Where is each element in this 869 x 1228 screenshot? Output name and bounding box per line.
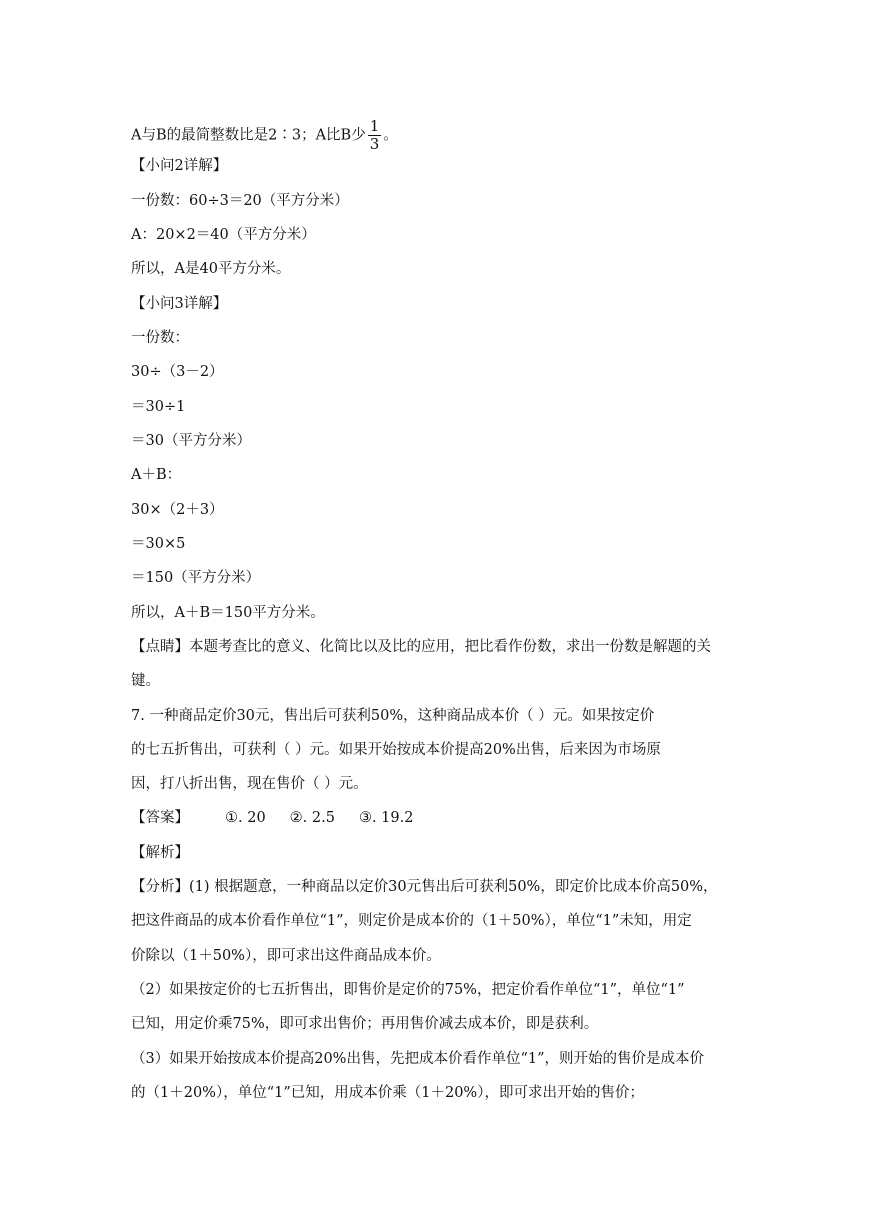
q2-heading: 【小问2详解】 (131, 158, 228, 174)
analysis-line-2: 把这件商品的成本价看作单位“1”，则定价是成本价的（1＋50%），单位“1”未知，用定 (131, 913, 692, 929)
ratio-end: 。 (383, 127, 398, 144)
q3-line-9: 所以，A＋B＝150平方分米。 (131, 605, 325, 621)
answer-line (131, 808, 437, 828)
q3-line-3: ＝30÷1 (131, 399, 186, 415)
analysis-line-7: 的（1＋20%），单位“1”已知，用成本价乘（1＋20%），即可求出开始的售价； (131, 1085, 644, 1101)
problem-7-line-1: 7. 一种商品定价30元，售出后可获利50%，这种商品成本价（ ）元。如果按定价 (131, 708, 655, 724)
answer-label: 【答案】 (131, 810, 189, 826)
analysis-line-3: 价除以（1＋50%），即可求出这件商品成本价。 (131, 948, 441, 964)
answer-2: ②. 2.5 (289, 810, 335, 826)
q3-line-2: 30÷（3－2） (131, 364, 224, 380)
jiexi-heading: 【解析】 (131, 845, 189, 861)
answer-values (225, 808, 437, 828)
analysis-line-5: 已知，用定价乘75%，即可求出售价；再用售价减去成本价，即是获利。 (131, 1016, 599, 1032)
dianjing-line-1: 【点睛】本题考查比的意义、化简比以及比的应用，把比看作份数，求出一份数是解题的关 (131, 639, 711, 655)
fraction-one-third (368, 118, 382, 153)
ratio-conclusion-line (131, 118, 398, 153)
q3-heading: 【小问3详解】 (131, 296, 228, 312)
analysis-line-4: （2）如果按定价的七五折售出，即售价是定价的75%，把定价看作单位“1”，单位“1” (131, 982, 685, 998)
dianjing-line-2: 键。 (131, 673, 160, 689)
problem-7-line-2: 的七五折售出，可获利（ ）元。如果开始按成本价提高20%出售，后来因为市场原 (131, 742, 661, 758)
q2-line-3: 所以，A是40平方分米。 (131, 261, 291, 277)
analysis-line-1: 【分析】(1) 根据题意，一种商品以定价30元售出后可获利50%，即定价比成本价高50%， (131, 879, 718, 895)
q3-line-7: ＝30×5 (131, 536, 186, 552)
analysis-line-6: （3）如果开始按成本价提高20%出售，先把成本价看作单位“1”，则开始的售价是成本价 (131, 1051, 705, 1067)
q3-line-1: 一份数： (131, 330, 189, 346)
q2-line-1: 一份数：60÷3＝20（平方分米） (131, 193, 349, 209)
answer-1: ①. 20 (225, 810, 266, 826)
problem-7-line-3: 因，打八折出售，现在售价（ ）元。 (131, 776, 368, 792)
q2-line-2: A：20×2＝40（平方分米） (131, 227, 316, 243)
fraction-numerator: 1 (369, 117, 380, 135)
answer-3: ③. 19.2 (358, 810, 414, 826)
q3-line-5: A＋B： (131, 467, 182, 483)
fraction-denominator: 3 (369, 135, 380, 153)
q3-line-8: ＝150（平方分米） (131, 570, 261, 586)
ratio-text: A与B的最简整数比是2∶3；A比B少 (131, 127, 366, 144)
q3-line-6: 30×（2＋3） (131, 502, 224, 518)
q3-line-4: ＝30（平方分米） (131, 433, 251, 449)
